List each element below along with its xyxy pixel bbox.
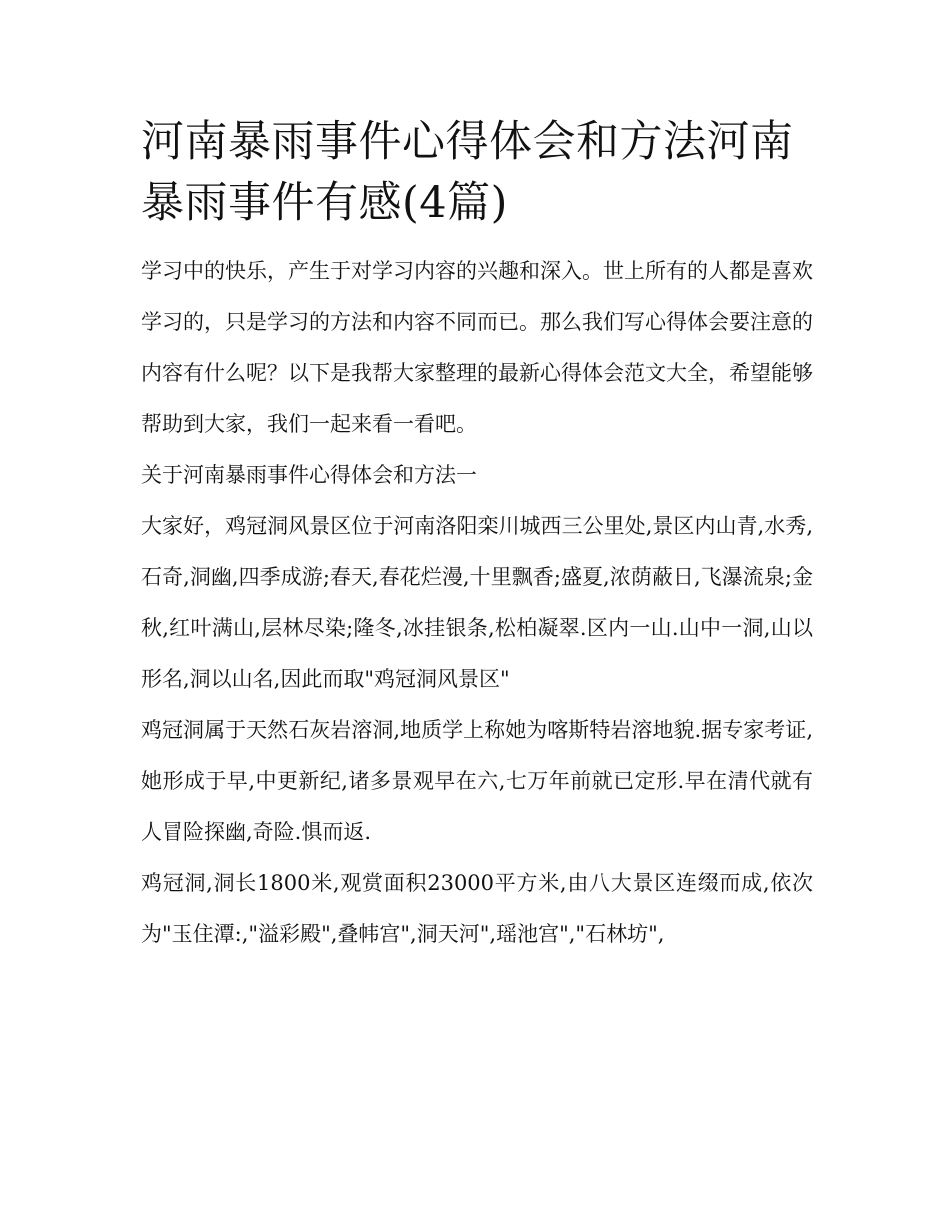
body-paragraph: 鸡冠洞,洞长1800米,观赏面积23000平方米,由八大景区连缀而成,依次为"玉住潭:,"溢彩殿",叠帏宫",洞天河",瑶池宫","石林坊", bbox=[141, 871, 813, 946]
section-heading: 关于河南暴雨事件心得体会和方法一 bbox=[141, 463, 477, 487]
intro-paragraph: 学习中的快乐，产生于对学习内容的兴趣和深入。世上所有的人都是喜欢学习的，只是学习的方法和内容不同而已。那么我们写心得体会要注意的内容有什么呢？以下是我帮大家整理的最新心得体会范文大全，希望能够帮助到大家，我们一起来看一看吧。 bbox=[141, 259, 813, 436]
body-paragraph: 鸡冠洞属于天然石灰岩溶洞,地质学上称她为喀斯特岩溶地貌.据专家考证,她形成于早,中更新纪,诸多景观早在六,七万年前就已定形.早在清代就有人冒险探幽,奇险.惧而返. bbox=[141, 718, 813, 844]
document-page bbox=[141, 112, 813, 960]
body-paragraph: 大家好，鸡冠洞风景区位于河南洛阳栾川城西三公里处,景区内山青,水秀,石奇,洞幽,四季成游;春天,春花烂漫,十里飘香;盛夏,浓荫蔽日,飞瀑流泉;金秋,红叶满山,层林尽染;隆冬,冰挂银条,松柏凝翠.区内一山.山中一洞,山以形名,洞以山名,因此而取"鸡冠洞风景区" bbox=[141, 514, 813, 691]
document-body bbox=[141, 246, 813, 960]
document-title: 河南暴雨事件心得体会和方法河南暴雨事件有感(4篇) bbox=[141, 117, 794, 228]
